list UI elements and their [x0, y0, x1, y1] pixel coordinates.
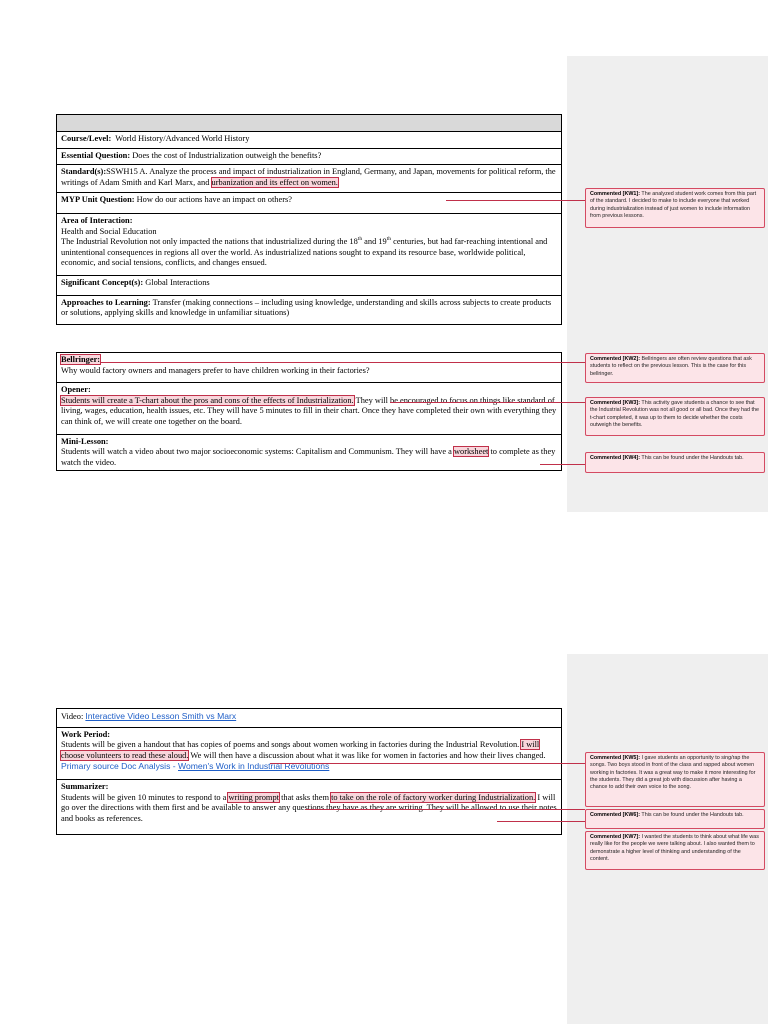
comment-connector-kw5 — [270, 763, 585, 764]
table-header-band — [57, 115, 562, 132]
standards-row: Standard(s):SSWH15 A. Analyze the process and impact of industrialization in England, Germany, and Japan, movements for political reform, the writings of Adam Smith and Karl Marx, and urbanization and its effect on women. — [57, 165, 562, 193]
primary-source-link[interactable]: Primary source Doc Analysis - Women's Work in Industrial Revolutions — [61, 761, 330, 772]
comment-anchor-kw4[interactable]: worksheet — [453, 447, 489, 457]
essential-question-row: Essential Question: Does the cost of Industrialization outweigh the benefits? — [57, 148, 562, 165]
comment-connector-kw1 — [446, 200, 585, 201]
comment-connector-kw4 — [540, 464, 585, 465]
document-page-2 — [0, 512, 768, 1024]
comment-connector-kw6 — [305, 809, 585, 810]
comment-anchor-kw3[interactable]: Students will create a T-chart about the pros and cons of the effects of Industrialization. — [61, 395, 354, 405]
lesson-plan-table-continued — [56, 708, 562, 835]
video-lesson-link[interactable]: Interactive Video Lesson Smith vs Marx — [85, 711, 237, 721]
comment-anchor-kw6[interactable]: writing prompt — [228, 792, 279, 802]
comment-connector-kw7 — [497, 821, 585, 822]
approaches-row: Approaches to Learning: Transfer (making connections – including using knowledge, understanding and skills across subjects to create products or solutions, applying skills and knowledge in unfamiliar situations) — [57, 295, 562, 324]
area-of-interaction-row: Area of Interaction: Health and Social Education The Industrial Revolution not only impacted the nations that industrialized during the 18th and 19th centuries, but had far-reaching intentional and unintentional consequences in regions all over the world. As industrialized nations sought to expand its resource base, worldwide political, economic, and social tensions, conflicts, and changes ensued. — [57, 213, 562, 275]
comment-anchor-kw2[interactable]: Bellringer: — [61, 355, 101, 364]
significant-concept-row: Significant Concept(s): Global Interactions — [57, 275, 562, 295]
comment-margin-pane — [567, 56, 768, 512]
comment-anchor-kw7[interactable]: to take on the role of factory worker during Industrialization. — [331, 792, 536, 802]
lesson-plan-table-top — [56, 114, 562, 325]
comment-kw1[interactable]: Commented [KW1]: The analyzed student work comes from this part of the standard. I decided to make to include everyone that worked during industrialization instead of just women to include information from previous lessons. — [585, 188, 765, 228]
comment-kw6[interactable]: Commented [KW6]: This can be found under the Handouts tab. — [585, 809, 765, 829]
comment-kw7[interactable]: Commented [KW7]: I wanted the students to think about what life was really like for the people we were talking about. I also wanted them to demonstrate a higher level of thinking and understanding of the content. — [585, 831, 765, 870]
comment-connector-kw2 — [101, 362, 585, 363]
video-row: Video: Interactive Video Lesson Smith vs Marx — [57, 709, 562, 728]
comment-anchor-kw5[interactable]: I will choose volunteers to read these aloud. — [61, 740, 540, 760]
opener-row: Opener: Students will create a T-chart about the pros and cons of the effects of Industrialization. They will be encouraged to focus on things like standard of living, wages, education, health issues, etc. They will have 5 minutes to fill in their chart. Once they have completed their own with everything they can think of, we will create one together on the board. — [57, 383, 562, 434]
mini-lesson-row: Mini-Lesson: Students will watch a video about two major socioeconomic systems: Capitalism and Communism. They will have a worksheet to complete as they watch the video. — [57, 434, 562, 471]
work-period-row: Work Period: Students will be given a handout that has copies of poems and songs about women working in factories during the Industrial Revolution. I will choose volunteers to read these aloud. We will then have a discussion about what it was like for women in factories and how their lives changed. Primary source Doc Analysis - Women's Work in Industrial Revolutions — [57, 727, 562, 779]
summarizer-row: Summarizer: Students will be given 10 minutes to respond to a writing prompt that asks them to take on the role of factory worker during Industrialization. I will go over the directions with them first and be available to answer any questions they have as they are writing. They will be allowed to use their notes and books as references. — [57, 779, 562, 834]
comment-anchor-kw1[interactable]: urbanization and its effect on women. — [211, 177, 338, 187]
comment-kw5[interactable]: Commented [KW5]: I gave students an opportunity to sing/rap the songs. Two boys stood in front of the class and rapped about women working in factories. It was a great way to make it more interesting for the students. They did a great job with discussion after having a chance to add their own voice to the song. — [585, 752, 765, 807]
comment-kw4[interactable]: Commented [KW4]: This can be found under the Handouts tab. — [585, 452, 765, 473]
lesson-plan-table-activities — [56, 352, 562, 471]
comment-connector-kw3 — [390, 402, 585, 403]
comment-kw3[interactable]: Commented [KW3]: This activity gave students a chance to see that the Industrial Revolution was not all good or all bad. Once they had the t-chart completed, it was up to them to decide whether the costs outweigh the benefits. — [585, 397, 765, 436]
course-row: Course/Level: World History/Advanced World History — [57, 132, 562, 149]
bellringer-row: Bellringer: Why would factory owners and managers prefer to have children working in their factories? — [57, 353, 562, 383]
comment-kw2[interactable]: Commented [KW2]: Bellringers are often review questions that ask students to reflect on the previous lesson. This is the case for this bellringer. — [585, 353, 765, 383]
myp-question-row: MYP Unit Question: How do our actions have an impact on others? — [57, 193, 562, 214]
